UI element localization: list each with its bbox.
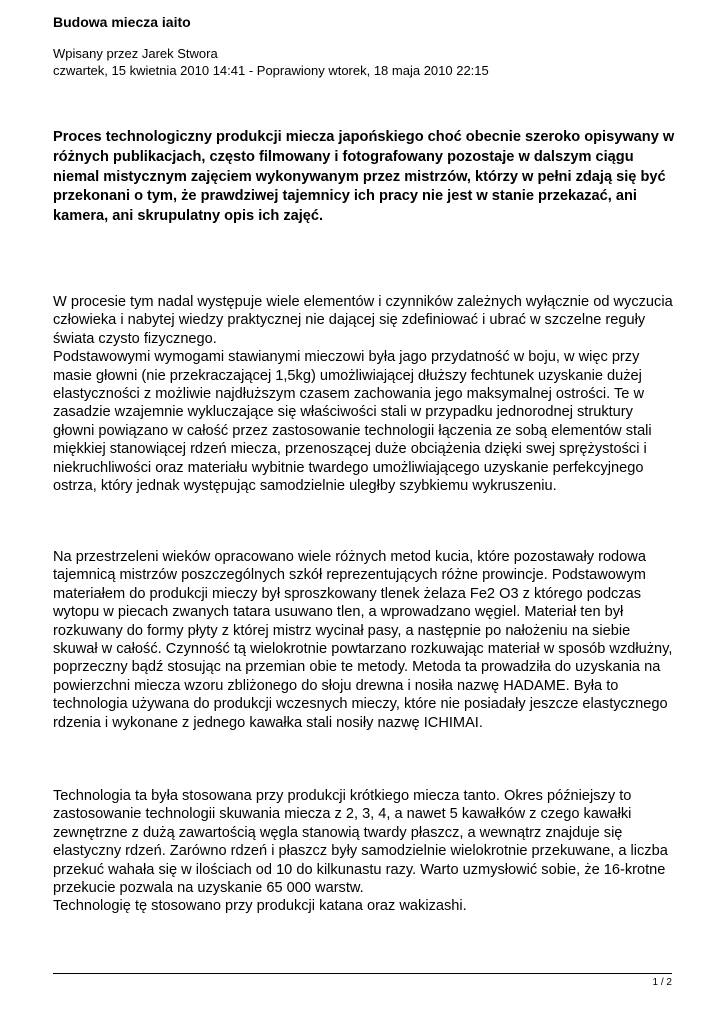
- body-paragraph-2: [53, 548, 678, 732]
- footer-divider: [53, 973, 672, 974]
- lead-paragraph: Proces technologiczny produkcji miecza japońskiego choć obecnie szeroko opisywany w różnych publikacjach, często filmowany i fotografowany pozostaje w dalszym ciągu niemal mistycznym zajęciem wykonywanym przez mistrzów, którzy w pełni zdają się być przekonani o tym, że prawdziwej tajemnicy ich pracy nie jest w stanie przekazać, ani kamera, ani skrupulatny opis ich zajęć.: [53, 129, 675, 225]
- date-line: czwartek, 15 kwietnia 2010 14:41 - Poprawiony wtorek, 18 maja 2010 22:15: [53, 63, 489, 78]
- paragraph-text: W procesie tym nadal występuje wiele elementów i czynników zależnych wyłącznie od wyczucia człowieka i nabytej wiedzy praktycznej nie dającej się zdefiniować i ubrać w szczelne reguły świata czysto fizycznego.: [53, 294, 673, 347]
- author-line: Wpisany przez Jarek Stwora: [53, 46, 218, 61]
- body-paragraph-1: [53, 293, 678, 495]
- paragraph-text: Podstawowymi wymogami stawianymi mieczowi była jago przydatność w boju, w więc przy masie głowni (nie przekraczającej 1,5kg) umożliwiającej dłuższy fechtunek uzyskanie dużej elastyczności z możliwie najdłuższym czasem zachowania jego maksymalnej ostrości. Te w zasadzie wzajemnie wykluczające się właściwości stali w przypadku jednorodnej struktury głowni powiązano w całość przez zastosowanie technologii łączenia ze sobą elementów stali miękkiej stanowiącej rdzeń miecza, przenoszącej duże obciążenia dzięki swej sprężystości i niekruchliwości oraz materiału wybitnie twardego umożliwiającego uzyskanie perfekcyjnego ostrza, który jednak występując samodzielnie uległby szybkiemu wykruszeniu.: [53, 349, 652, 495]
- article-meta: [53, 45, 489, 79]
- paragraph-text: Technologia ta była stosowana przy produkcji krótkiego miecza tanto. Okres późniejszy to zastosowanie technologii skuwania miecza z 2, 3, 4, a nawet 5 kawałków z czego kawałki zewnętrzne z dużą zawartością węgla stanowią twardy płaszcz, a wewnątrz znajduje się elastyczny rdzeń. Zarówno rdzeń i płaszcz były samodzielnie wielokrotnie przekuwane, a liczba przekuć wahała się w ilościach od 10 do kilkunastu razy. Warto uzmysłowić sobie, że 16-krotne przekucie pozwala na uzyskanie 65 000 warstw.: [53, 788, 668, 897]
- body-paragraph-3: [53, 787, 678, 916]
- page-number: 1 / 2: [652, 977, 672, 988]
- paragraph-text: Technologię tę stosowano przy produkcji katana oraz wakizashi.: [53, 898, 467, 915]
- paragraph-text: Na przestrzeleni wieków opracowano wiele różnych metod kucia, które pozostawały rodowa tajemnicą mistrzów poszczególnych szkół reprezentujących różne prowincje. Podstawowym materiałem do produkcji mieczy był sproszkowany tlenek żelaza Fe2 O3 z którego podczas wytopu w piecach zwanych tatara usuwano tlen, a wprowadzano węgiel. Materiał ten był rozkuwany do formy płyty z której mistrz wycinał pasy, a następnie po nałożeniu na siebie skuwał w całość. Czynność tą wielokrotnie powtarzano rozkuwając materiał w sposób wzdłużny, poprzeczny bądź stosując na przemian obie te metody. Metoda ta prowadziła do uzyskania na powierzchni miecza wzoru zbliżonego do słoju drewna i nosiła nazwę HADAME. Była to technologia używana do produkcji wczesnych mieczy, które nie posiadały jeszcze elastycznego rdzenia i wykonane z jednego kawałka stali nosiły nazwę ICHIMAI.: [53, 549, 673, 731]
- article-title: Budowa miecza iaito: [53, 14, 191, 30]
